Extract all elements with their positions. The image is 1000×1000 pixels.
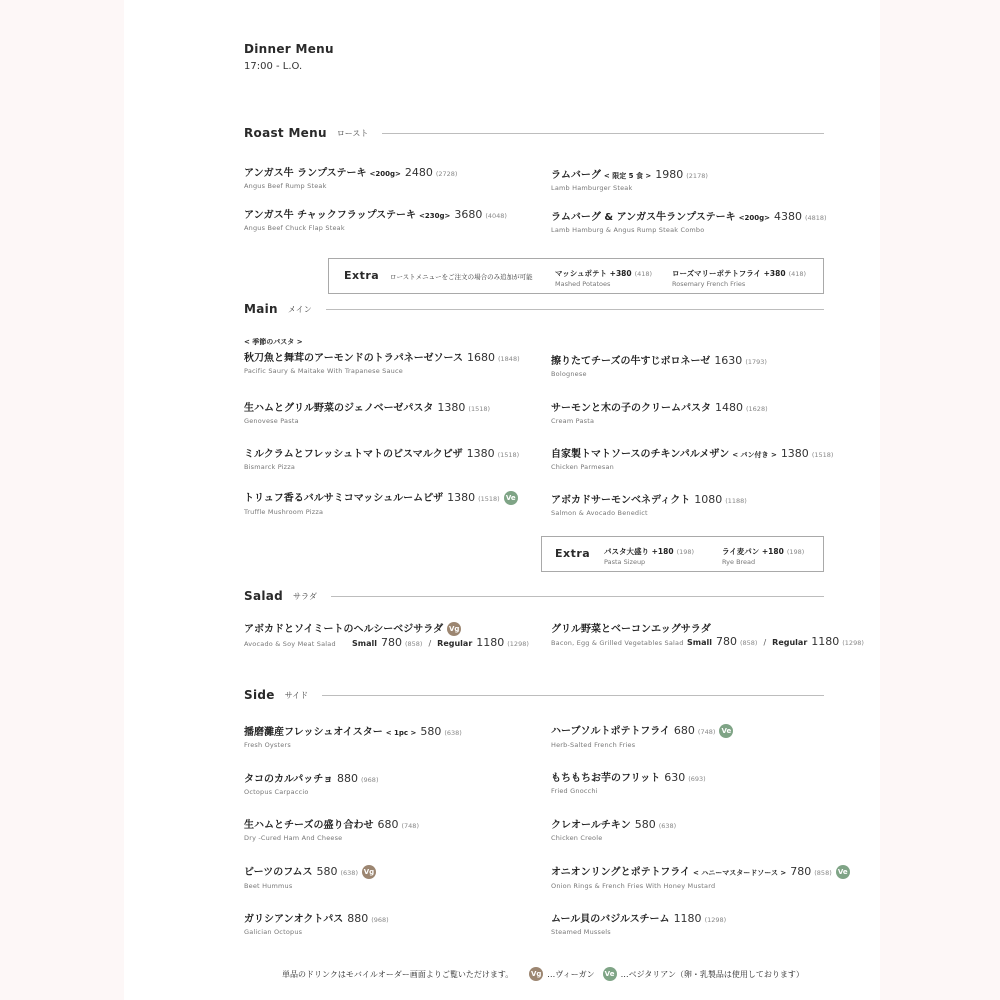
item-tax-price: (858) [814,869,832,877]
menu-item [551,816,676,842]
item-price: 1380 [466,447,495,460]
item-english-name: Onion Rings & French Fries With Honey Mustard [551,882,716,890]
menu-item [244,723,462,749]
extra-item-tax: (198) [676,548,695,556]
item-english-name: Genovese Pasta [244,417,299,425]
section-title: Side [244,688,275,702]
menu-item [551,491,747,517]
item-english-name: Octopus Carpaccio [244,788,309,796]
item-name: アンガス牛 ランプステーキ [244,168,367,179]
extra-title: Extra [344,269,380,282]
item-name: アボカドサーモンベネディクト [551,495,691,506]
item-english-name: Fried Gnocchi [551,787,598,795]
size-regular-label: Regular [437,639,473,648]
section-side-heading [244,688,824,702]
menu-item [551,769,706,795]
item-tax-price: (638) [340,869,358,877]
item-price: 680 [673,724,695,737]
item-name: ビーツのフムス [244,867,313,878]
menu-item [244,445,519,471]
item-price: 1380 [447,491,476,504]
roast-extra-box [328,258,824,294]
item-tax-price: (4048) [485,212,507,220]
item-name: クレオールチキン [551,820,631,831]
page-title: Dinner Menu [244,42,334,56]
item-price: 1480 [715,401,743,414]
item-note: <200g> [369,170,401,178]
item-note: < 限定 5 食 > [603,172,652,180]
item-tax-price: (2178) [686,172,708,180]
item-price: 1380 [437,401,466,414]
item-english-name: Lamb Hamburg & Angus Rump Steak Combo [551,226,705,234]
item-name: ガリシアンオクトパス [244,914,344,925]
item-price: 780 [790,865,812,878]
item-price: 880 [347,912,369,925]
extra-item-tax: (198) [786,548,805,556]
item-tax-price: (638) [444,729,462,737]
item-price: 580 [316,865,338,878]
main-extra-box [541,536,824,572]
extra-item-name: ライ麦パン +180 [722,547,784,556]
menu-item [551,910,726,936]
item-name: グリル野菜とベーコンエッグサラダ [551,624,711,635]
item-name: 生ハムとグリル野菜のジェノベーゼパスタ [244,403,434,414]
menu-item [244,164,457,190]
item-note: <230g> [418,212,451,220]
item-name: ハーブソルトポテトフライ [551,726,670,737]
item-name: もちもちお芋のフリット [551,773,661,784]
size-regular-price: 1180 [476,636,505,649]
menu-item [244,770,378,796]
size-regular-label: Regular [772,638,808,647]
item-english-name: Truffle Mushroom Pizza [244,508,324,516]
menu-item [244,337,520,375]
item-tax-price: (748) [401,822,419,830]
item-note: < 1pc > [385,729,417,737]
item-price: 1980 [655,168,684,181]
extra-item-name: ローズマリーポテトフライ +380 [672,269,786,278]
item-price: 580 [420,725,442,738]
vegetarian-legend-icon: Ve [603,967,617,981]
item-tax-price: (1518) [468,405,491,413]
item-price: 580 [634,818,656,831]
section-divider [322,695,824,696]
section-roast-heading [244,126,824,140]
item-name: 自家製トマトソースのチキンパルメザン [551,449,730,460]
section-title-jp: サラダ [293,591,317,601]
item-english-name: Herb-Salted French Fries [551,741,636,749]
vegan-legend-icon: Vg [529,967,543,981]
item-price: 1180 [673,912,702,925]
menu-item [551,208,827,234]
item-name: タコのカルパッチョ [244,774,333,785]
item-note: < パン付き > [732,451,777,459]
item-english-name: Dry -Cured Ham And Cheese [244,834,343,842]
item-name: 秋刀魚と舞茸のアーモンドのトラパネーゼソース [244,353,463,364]
section-title-jp: サイド [284,690,309,700]
item-tax-price: (638) [658,822,677,830]
section-salad-heading [244,589,824,603]
item-tax-price: (1628) [746,405,768,413]
item-english-name: Cream Pasta [551,417,595,425]
item-tax-price: (1518) [497,451,520,459]
menu-page [124,0,880,1000]
section-title: Salad [244,589,284,603]
item-price: 880 [337,772,358,785]
section-divider [326,309,824,310]
extra-item-english: Rye Bread [722,558,756,566]
item-tax-price: (4818) [804,214,827,222]
menu-item [551,620,864,648]
item-name: サーモンと木の子のクリームパスタ [551,403,711,414]
size-small-label: Small [687,638,712,647]
section-title: Main [244,302,278,316]
item-english-name: Pacific Saury & Maitake With Trapanese Sauce [244,367,403,375]
menu-item [244,863,376,890]
item-price: 1630 [714,354,743,367]
extra-note: ローストメニューをご注文の場合のみ追加が可能 [390,273,533,281]
item-name: ムール貝のバジルスチーム [551,914,670,925]
item-english-name: Angus Beef Chuck Flap Steak [244,224,345,232]
item-tax-price: (968) [361,776,379,784]
menu-item [551,863,850,890]
menu-item [551,722,733,749]
item-tax-price: (1188) [725,497,747,505]
size-small-price: 780 [380,636,402,649]
item-price: 2480 [404,166,433,179]
item-price: 630 [664,771,686,784]
size-regular-price: 1180 [811,635,840,648]
item-english-name: Galician Octopus [244,928,303,936]
item-name: 擦りたてチーズの牛すじボロネーゼ [551,356,711,367]
item-name: アボカドとソイミートのヘルシーベジサラダ [244,624,444,635]
extra-item-english: Rosemary French Fries [672,280,746,288]
menu-item [244,399,490,425]
item-price: 680 [377,818,399,831]
item-tax-price: (2728) [435,170,458,178]
item-english-name: Steamed Mussels [551,928,611,936]
item-english-name: Avocado & Soy Meat Salad [244,640,336,648]
size-regular-tax: (1298) [842,639,864,647]
item-note: < ハニーマスタードソース > [693,869,787,877]
extra-title: Extra [555,547,591,560]
section-divider [331,596,824,597]
item-english-name: Bismarck Pizza [244,463,296,471]
item-price: 4380 [773,210,802,223]
size-small-tax: (858) [404,640,423,648]
item-name: ミルクラムとフレッシュトマトのビスマルクピザ [244,449,463,460]
item-name: オニオンリングとポテトフライ [551,867,690,878]
item-english-name: Chicken Creole [551,834,603,842]
item-name: 播磨灘産フレッシュオイスター [244,727,383,738]
menu-item [551,399,768,425]
item-tax-price: (1518) [811,451,834,459]
item-name: ラムバーグ & アンガス牛ランプステーキ [551,212,736,223]
size-small-label: Small [352,639,377,648]
item-english-name: Salmon & Avocado Benedict [551,509,648,517]
vegetarian-badge-icon: Ve [719,724,733,738]
vegan-badge-icon: Vg [447,622,461,636]
section-divider [382,133,824,134]
vegetarian-badge-icon: Ve [504,491,518,505]
extra-item-name: パスタ大盛り +180 [604,547,674,556]
extra-item [604,546,694,566]
menu-item [551,166,708,192]
item-name: ラムバーグ [551,170,601,181]
item-tax-price: (1848) [498,355,520,363]
item-english-name: Chicken Parmesan [551,463,614,471]
extra-item-english: Mashed Potatoes [555,280,611,288]
item-name: 生ハムとチーズの盛り合わせ [244,820,374,831]
footer-legend [282,967,804,981]
menu-item [244,489,518,516]
item-tax-price: (1298) [704,916,727,924]
vegan-badge-icon: Vg [362,865,376,879]
extra-item [555,268,652,288]
section-title-jp: ロースト [336,128,369,138]
item-english-name: Bacon, Egg & Grilled Vegetables Salad [551,639,684,647]
item-english-name: Fresh Oysters [244,741,291,749]
item-english-name: Bolognese [551,370,587,378]
size-regular-tax: (1298) [507,640,529,648]
vegetarian-legend-text: …ベジタリアン（卵・乳製品は使用しております） [620,969,804,979]
item-note: <200g> [738,214,770,222]
menu-item [551,352,767,378]
size-small-price: 780 [715,635,737,648]
item-category-label: < 季節のパスタ > [244,338,303,346]
size-separator: / [763,638,767,647]
section-title: Roast Menu [244,126,327,140]
item-price: 1680 [467,351,495,364]
drink-note: 単品のドリンクはモバイルオーダー画面よりご覧いただけます。 [282,969,514,979]
menu-item [551,445,833,471]
extra-item-tax: (418) [788,270,807,278]
item-english-name: Beet Hummus [244,882,293,890]
menu-item [244,910,389,936]
item-english-name: Angus Beef Rump Steak [244,182,327,190]
item-price: 1080 [694,493,723,506]
section-title-jp: メイン [287,304,312,314]
item-name: トリュフ香るバルサミコマッシュルームピザ [244,493,444,504]
size-small-tax: (858) [739,639,758,647]
extra-item-name: マッシュポテト +380 [555,269,632,278]
menu-item [244,816,419,842]
item-tax-price: (1793) [745,358,767,366]
vegan-legend-text: …ヴィーガン [547,969,595,979]
menu-item [244,620,529,649]
item-tax-price: (693) [688,775,706,783]
section-main-heading [244,302,824,316]
item-tax-price: (748) [697,728,716,736]
extra-item [672,268,806,288]
size-separator: / [428,639,432,648]
item-english-name: Lamb Hamburger Steak [551,184,633,192]
menu-item [244,206,507,232]
item-price: 1380 [780,447,809,460]
item-tax-price: (968) [371,916,389,924]
service-hours: 17:00 - L.O. [244,61,303,72]
item-tax-price: (1518) [478,495,500,503]
vegetarian-badge-icon: Ve [836,865,850,879]
item-price: 3680 [454,208,483,221]
extra-item [722,546,804,566]
item-name: アンガス牛 チャックフラップステーキ [244,210,416,221]
extra-item-english: Pasta Sizeup [604,558,646,566]
extra-item-tax: (418) [634,270,653,278]
